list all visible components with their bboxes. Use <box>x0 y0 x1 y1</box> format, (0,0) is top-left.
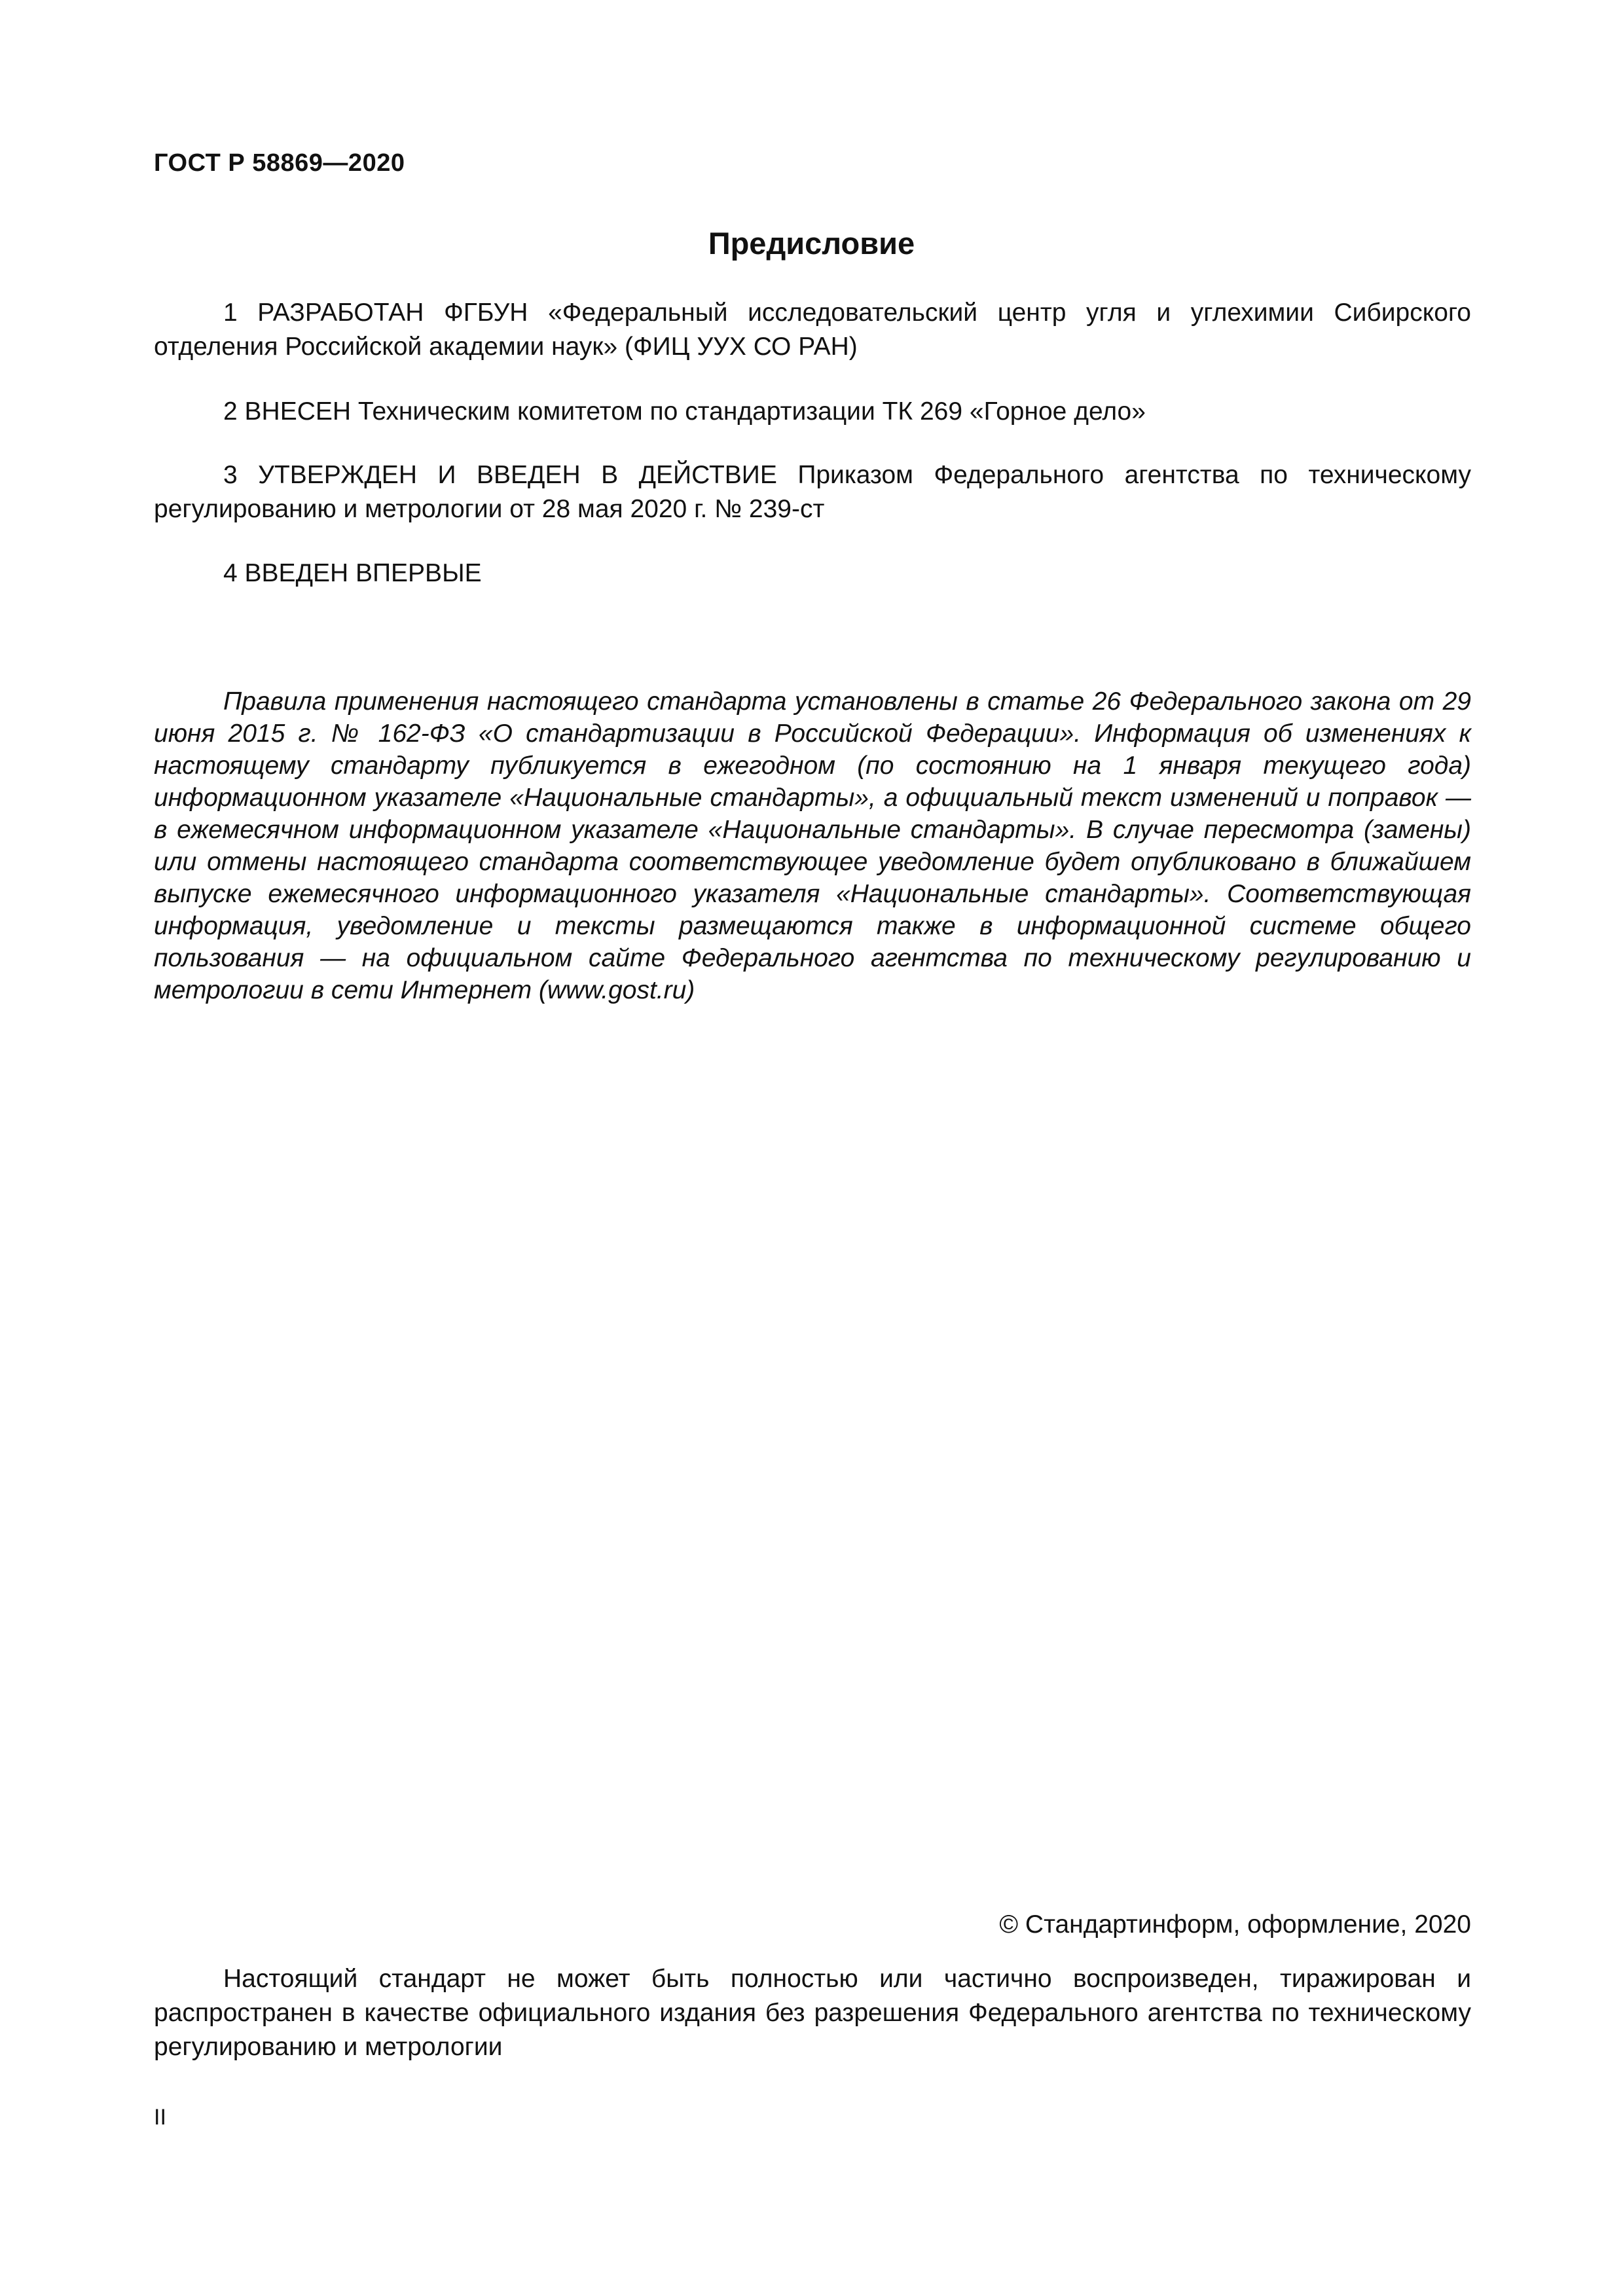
page-number: II <box>154 2105 166 2130</box>
reproduction-notice: Настоящий стандарт не может быть полностью или частично воспроизведен, тиражирован и распространен в качестве официального издания без разрешения Федерального агентства по техническому регулированию и метрологии <box>154 1965 1471 2061</box>
foreword-item-introduced: 2 ВНЕСЕН Техническим комитетом по стандартизации ТК 269 «Горное дело» <box>223 397 1146 426</box>
document-header: ГОСТ Р 58869—2020 <box>154 149 405 177</box>
foreword-item-developed: 1 РАЗРАБОТАН ФГБУН «Федеральный исследовательский центр угля и углехимии Сибирского отделения Российской академии наук» (ФИЦ УУХ СО РАН) <box>154 299 1471 361</box>
copyright-notice: © Стандартинформ, оформление, 2020 <box>999 1910 1471 1939</box>
foreword-item-first-introduced: 4 ВВЕДЕН ВПЕРВЫЕ <box>223 559 482 587</box>
foreword-item-approved: 3 УТВЕРЖДЕН И ВВЕДЕН В ДЕЙСТВИЕ Приказом Федерального агентства по техническому регулированию и метрологии от 28 мая 2020 г. № 239-ст <box>154 461 1471 523</box>
rules-note: Правила применения настоящего стандарта установлены в статье 26 Федерального закона от 29 июня 2015 г. № 162-ФЗ «О стандартизации в Российской Федерации». Информация об изменениях к настоящему стандарту публикуется в ежегодном (по состоянию на 1 января текущего года) информационном указателе «Национальные стандарты», а официальный текст изменений и поправок — в ежемесячном информационном указателе «Национальные стандарты». В случае пересмотра (замены) или отмены настоящего стандарта соответствующее уведомление будет опубликовано в ближайшем выпуске ежемесячного информационного указателя «Национальные стандарты». Соответствующая информация, уведомление и тексты размещаются также в информационной системе общего пользования — на официальном сайте Федерального агентства по техническому регулированию и метрологии в сети Интернет (www.gost.ru) <box>154 687 1471 1004</box>
page-title: Предисловие <box>708 226 915 261</box>
